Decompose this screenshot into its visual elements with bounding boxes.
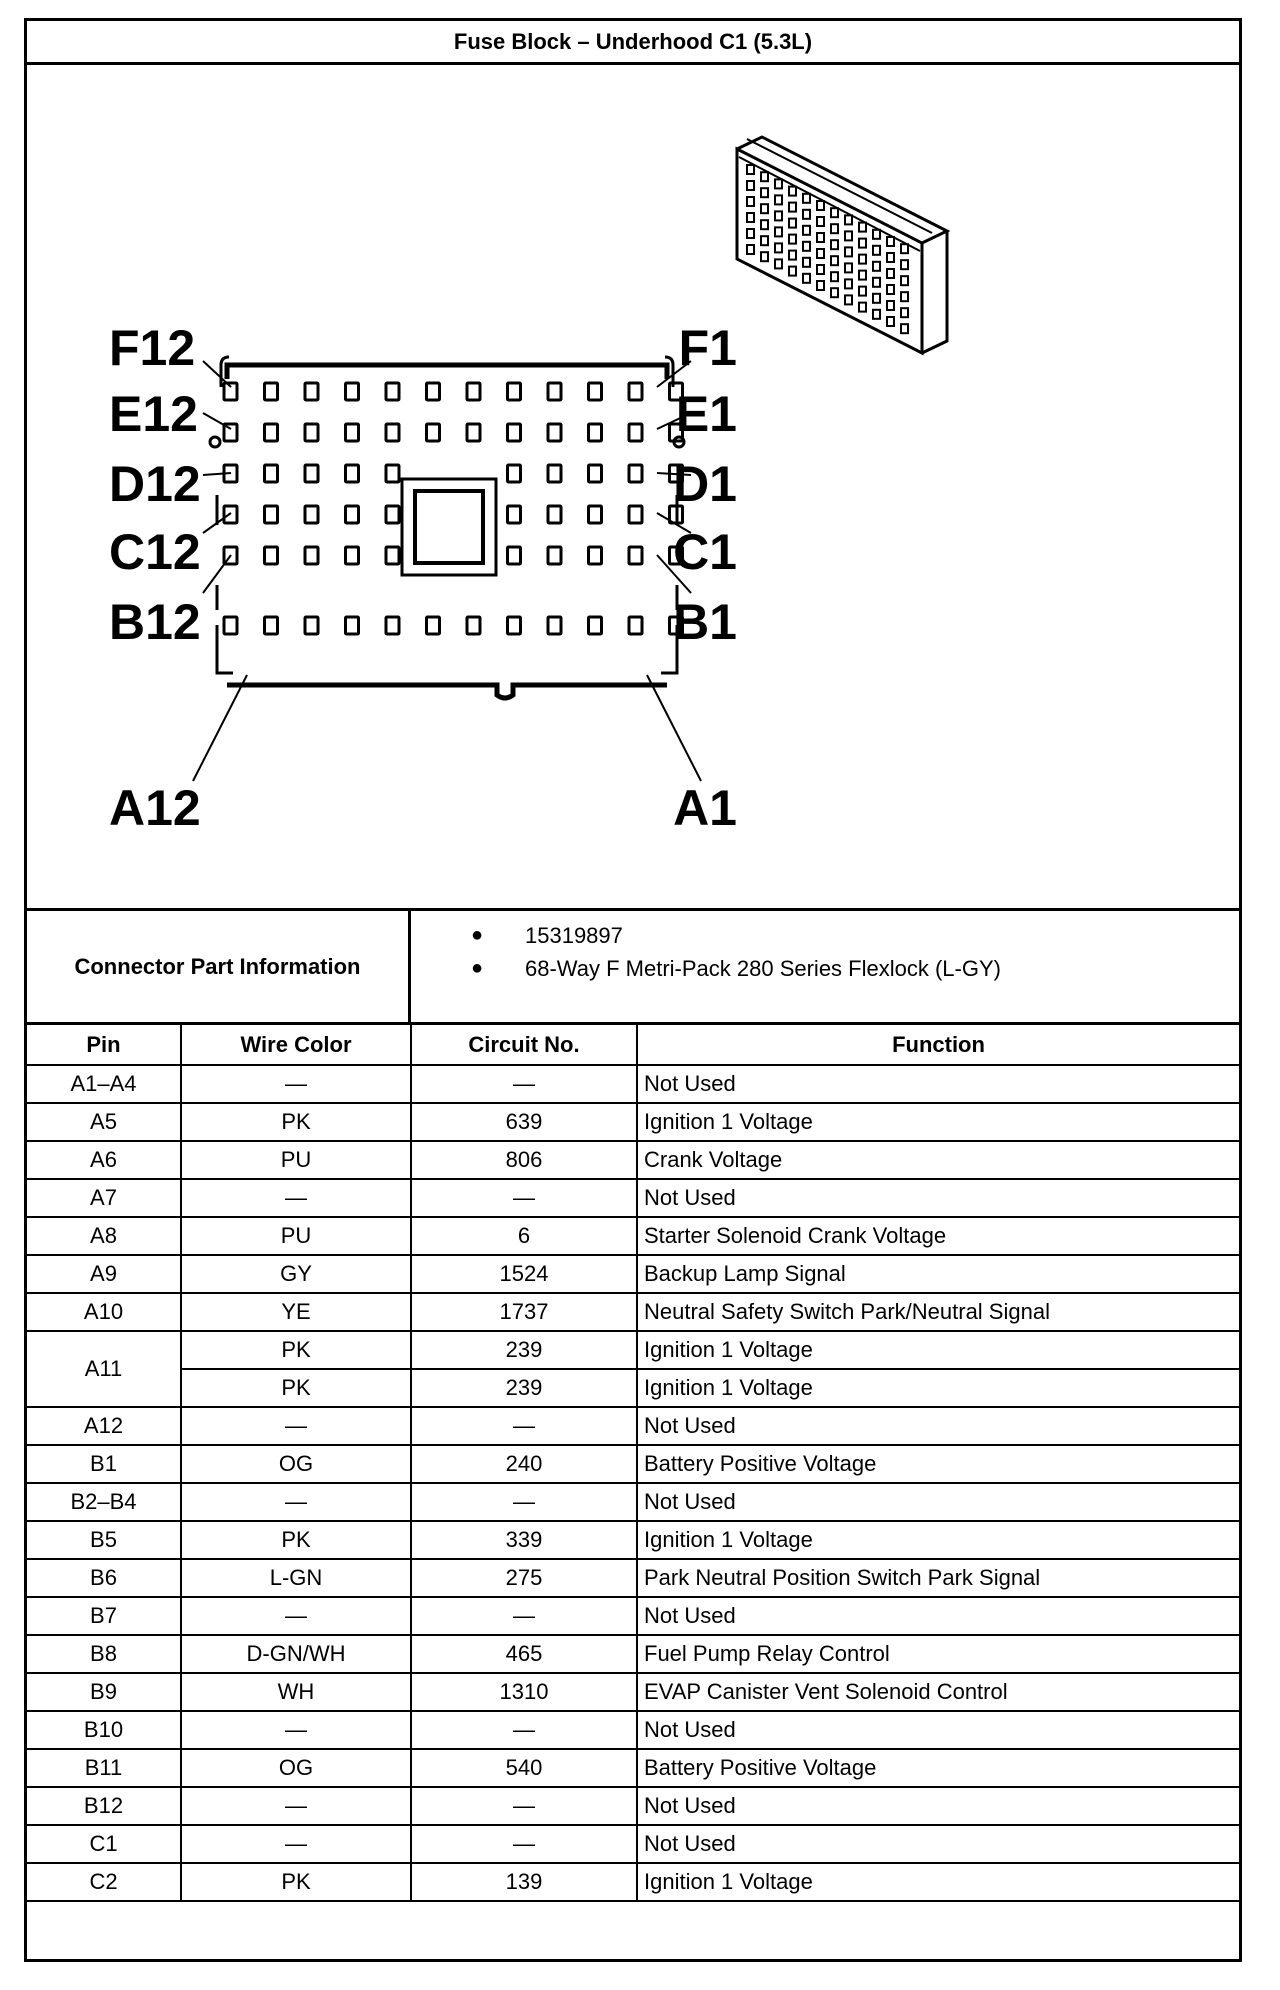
iso-pin-cavity: [845, 295, 852, 304]
pin-cavity: [386, 465, 399, 482]
iso-pin-cavity: [789, 267, 796, 276]
pin-cavity: [629, 383, 642, 400]
iso-pin-cavity: [873, 230, 880, 239]
iso-pin-cavity: [845, 231, 852, 240]
pin-cavity: [589, 506, 602, 523]
iso-pin-cavity: [901, 324, 908, 333]
pin-cell: A12: [27, 1407, 181, 1445]
wire-color-cell: D-GN/WH: [181, 1635, 411, 1673]
table-row: [27, 1217, 1239, 1255]
iso-pin-cavity: [747, 245, 754, 254]
pin-cavity: [305, 506, 318, 523]
connector-top-rail: [227, 365, 667, 379]
iso-pin-cavity: [859, 223, 866, 232]
iso-pin-cavity: [817, 233, 824, 242]
table-row: [27, 1141, 1239, 1179]
header-circuit-no: Circuit No.: [411, 1025, 637, 1065]
iso-pin-cavity: [859, 303, 866, 312]
circuit-cell: —: [411, 1407, 637, 1445]
iso-pin-cavity: [873, 278, 880, 287]
pin-cavity: [467, 424, 480, 441]
pin-cavity: [305, 617, 318, 634]
iso-pin-cavity: [831, 288, 838, 297]
pin-cavity: [589, 617, 602, 634]
iso-pin-cavity: [817, 265, 824, 274]
pin-cavity: [548, 383, 561, 400]
circuit-cell: 239: [411, 1331, 637, 1369]
circuit-cell: 806: [411, 1141, 637, 1179]
iso-pin-cavity: [817, 281, 824, 290]
function-cell: Ignition 1 Voltage: [637, 1863, 1239, 1901]
iso-pin-cavity: [859, 255, 866, 264]
wire-color-cell: PK: [181, 1521, 411, 1559]
iso-pin-cavity: [803, 274, 810, 283]
leader-line: [193, 675, 247, 781]
iso-pin-cavity: [859, 287, 866, 296]
iso-pin-cavity: [873, 262, 880, 271]
pin-cavity: [629, 617, 642, 634]
table-row: [27, 1293, 1239, 1331]
pin-cell: B9: [27, 1673, 181, 1711]
pin-cavity: [548, 465, 561, 482]
pin-cavity: [386, 383, 399, 400]
wire-color-cell: PK: [181, 1369, 411, 1407]
table-row: [27, 1407, 1239, 1445]
circuit-cell: —: [411, 1825, 637, 1863]
iso-pin-cavity: [831, 240, 838, 249]
wire-color-cell: —: [181, 1787, 411, 1825]
table-row: [27, 1331, 1239, 1369]
pin-cavity: [548, 424, 561, 441]
table-row: [27, 1635, 1239, 1673]
iso-pin-cavity: [747, 181, 754, 190]
iso-pin-cavity: [789, 251, 796, 260]
circuit-cell: —: [411, 1483, 637, 1521]
pin-cavity: [386, 424, 399, 441]
iso-pin-cavity: [789, 203, 796, 212]
table-row: [27, 1103, 1239, 1141]
iso-pin-cavity: [873, 246, 880, 255]
pin-label: D1: [673, 456, 737, 512]
pin-cavity: [346, 617, 359, 634]
circuit-cell: 6: [411, 1217, 637, 1255]
pin-cavity: [548, 617, 561, 634]
leader-line: [647, 675, 701, 781]
iso-pin-cavity: [831, 208, 838, 217]
function-cell: Neutral Safety Switch Park/Neutral Signal: [637, 1293, 1239, 1331]
function-cell: EVAP Canister Vent Solenoid Control: [637, 1673, 1239, 1711]
table-row: [27, 1369, 1239, 1407]
circuit-cell: 1737: [411, 1293, 637, 1331]
pin-cavity: [508, 506, 521, 523]
table-row: [27, 1521, 1239, 1559]
table-row: [27, 1483, 1239, 1521]
pin-cavity: [386, 506, 399, 523]
pin-cell: B7: [27, 1597, 181, 1635]
wire-color-cell: —: [181, 1065, 411, 1103]
wire-color-cell: OG: [181, 1749, 411, 1787]
iso-pin-cavity: [747, 197, 754, 206]
leader-line: [203, 473, 231, 475]
connector-sheet: [24, 18, 1242, 1962]
circuit-cell: 1524: [411, 1255, 637, 1293]
table-row: [27, 1673, 1239, 1711]
iso-pin-cavity: [887, 237, 894, 246]
pin-cavity: [265, 424, 278, 441]
circuit-cell: 540: [411, 1749, 637, 1787]
circuit-cell: 239: [411, 1369, 637, 1407]
iso-pin-cavity: [761, 204, 768, 213]
pin-label: A12: [109, 780, 201, 836]
pin-cell: C2: [27, 1863, 181, 1901]
connector-part-info: [27, 911, 1239, 1025]
pin-cavity: [265, 506, 278, 523]
iso-pin-cavity: [761, 172, 768, 181]
function-cell: Not Used: [637, 1597, 1239, 1635]
pin-cavity: [589, 547, 602, 564]
function-cell: Not Used: [637, 1825, 1239, 1863]
pin-cavity: [427, 617, 440, 634]
function-cell: Not Used: [637, 1407, 1239, 1445]
iso-pin-cavity: [803, 210, 810, 219]
iso-pin-cavity: [887, 285, 894, 294]
pin-label: C1: [673, 524, 737, 580]
pin-cavity: [427, 383, 440, 400]
function-cell: Fuel Pump Relay Control: [637, 1635, 1239, 1673]
wire-color-cell: —: [181, 1711, 411, 1749]
pin-cavity: [305, 465, 318, 482]
iso-pin-cavity: [901, 308, 908, 317]
function-cell: Starter Solenoid Crank Voltage: [637, 1217, 1239, 1255]
iso-pin-cavity: [831, 256, 838, 265]
iso-pin-cavity: [775, 259, 782, 268]
pin-cell: A8: [27, 1217, 181, 1255]
connector-info-label: Connector Part Information: [27, 911, 411, 1022]
function-cell: Ignition 1 Voltage: [637, 1521, 1239, 1559]
pin-cavity: [508, 424, 521, 441]
function-cell: Ignition 1 Voltage: [637, 1369, 1239, 1407]
iso-pin-cavity: [859, 239, 866, 248]
pin-cavity: [305, 383, 318, 400]
iso-pin-cavity: [789, 219, 796, 228]
function-cell: Park Neutral Position Switch Park Signal: [637, 1559, 1239, 1597]
connector-info-item: ● 15319897: [427, 919, 1001, 952]
circuit-cell: 465: [411, 1635, 637, 1673]
iso-pin-cavity: [817, 201, 824, 210]
table-row: [27, 1255, 1239, 1293]
wire-color-cell: —: [181, 1483, 411, 1521]
function-cell: Ignition 1 Voltage: [637, 1331, 1239, 1369]
table-row: [27, 1445, 1239, 1483]
iso-pin-cavity: [789, 187, 796, 196]
leader-line: [203, 413, 231, 429]
function-cell: Not Used: [637, 1787, 1239, 1825]
iso-pin-cavity: [831, 272, 838, 281]
pin-label: D12: [109, 456, 201, 512]
pin-cell: B8: [27, 1635, 181, 1673]
wire-color-cell: GY: [181, 1255, 411, 1293]
pin-cell: B11: [27, 1749, 181, 1787]
table-row: [27, 1863, 1239, 1901]
circuit-cell: —: [411, 1065, 637, 1103]
wire-color-cell: OG: [181, 1445, 411, 1483]
pin-label: B1: [673, 594, 737, 650]
iso-pin-cavity: [887, 253, 894, 262]
iso-pin-cavity: [803, 226, 810, 235]
wire-color-cell: WH: [181, 1673, 411, 1711]
circuit-cell: —: [411, 1179, 637, 1217]
pin-label: A1: [673, 780, 737, 836]
pin-cell: A9: [27, 1255, 181, 1293]
iso-pin-cavity: [845, 215, 852, 224]
pin-cell: B6: [27, 1559, 181, 1597]
table-row: [27, 1787, 1239, 1825]
pin-cell: C1: [27, 1825, 181, 1863]
iso-pin-cavity: [761, 236, 768, 245]
pin-cavity: [346, 424, 359, 441]
pin-cell: B10: [27, 1711, 181, 1749]
table-row: [27, 1179, 1239, 1217]
iso-pin-cavity: [761, 220, 768, 229]
table-row: [27, 1825, 1239, 1863]
iso-pin-cavity: [873, 310, 880, 319]
pin-cavity: [265, 617, 278, 634]
circuit-cell: 639: [411, 1103, 637, 1141]
iso-pin-cavity: [901, 244, 908, 253]
pin-cavity: [589, 465, 602, 482]
pin-cavity: [346, 506, 359, 523]
pin-cavity: [305, 547, 318, 564]
iso-pin-cavity: [761, 252, 768, 261]
function-cell: Battery Positive Voltage: [637, 1749, 1239, 1787]
table-row: [27, 1597, 1239, 1635]
pin-label: E1: [675, 386, 737, 442]
pin-cell: A1–A4: [27, 1065, 181, 1103]
pin-label: B12: [109, 594, 201, 650]
pin-cavity: [467, 617, 480, 634]
wire-color-cell: —: [181, 1597, 411, 1635]
iso-pin-cavity: [887, 301, 894, 310]
pin-cavity: [508, 617, 521, 634]
pin-cell: B12: [27, 1787, 181, 1825]
pin-cell: B5: [27, 1521, 181, 1559]
pin-cavity: [305, 424, 318, 441]
function-cell: Not Used: [637, 1483, 1239, 1521]
pin-label: C12: [109, 524, 201, 580]
function-cell: Battery Positive Voltage: [637, 1445, 1239, 1483]
circuit-cell: —: [411, 1597, 637, 1635]
pin-cavity: [427, 424, 440, 441]
iso-pin-cavity: [901, 260, 908, 269]
pin-cavity: [265, 383, 278, 400]
pin-cavity: [224, 617, 237, 634]
table-row: [27, 1065, 1239, 1103]
pin-cavity: [629, 424, 642, 441]
pin-cavity: [346, 383, 359, 400]
pin-label: F12: [109, 320, 196, 376]
iso-pin-cavity: [747, 229, 754, 238]
iso-pin-cavity: [775, 227, 782, 236]
pin-cavity: [629, 547, 642, 564]
table-row: [27, 1559, 1239, 1597]
function-cell: Crank Voltage: [637, 1141, 1239, 1179]
iso-pin-cavity: [803, 242, 810, 251]
pin-cavity: [346, 547, 359, 564]
pin-cavity: [589, 424, 602, 441]
pin-cavity: [467, 383, 480, 400]
bullet-icon: ●: [471, 957, 484, 979]
wire-color-cell: PK: [181, 1331, 411, 1369]
circuit-cell: 1310: [411, 1673, 637, 1711]
iso-pin-cavity: [803, 258, 810, 267]
iso-pin-cavity: [887, 317, 894, 326]
circuit-cell: 240: [411, 1445, 637, 1483]
iso-pin-cavity: [817, 249, 824, 258]
function-cell: Backup Lamp Signal: [637, 1255, 1239, 1293]
header-wire-color: Wire Color: [181, 1025, 411, 1065]
circuit-cell: —: [411, 1711, 637, 1749]
pin-cell: A11: [27, 1331, 181, 1407]
function-cell: Not Used: [637, 1065, 1239, 1103]
connector-info-list: [427, 919, 1001, 985]
header-pin: Pin: [27, 1025, 181, 1065]
circuit-cell: 339: [411, 1521, 637, 1559]
iso-pin-cavity: [789, 235, 796, 244]
function-cell: Not Used: [637, 1711, 1239, 1749]
iso-pin-cavity: [747, 165, 754, 174]
pin-cell: A6: [27, 1141, 181, 1179]
pin-cavity: [386, 617, 399, 634]
iso-pin-cavity: [817, 217, 824, 226]
circuit-cell: 139: [411, 1863, 637, 1901]
pin-cavity: [508, 383, 521, 400]
pin-cavity: [508, 547, 521, 564]
table-header-row: [27, 1025, 1239, 1065]
page-title: Fuse Block – Underhood C1 (5.3L): [27, 21, 1239, 65]
wire-color-cell: L-GN: [181, 1559, 411, 1597]
wire-color-cell: PK: [181, 1863, 411, 1901]
pin-cell: A7: [27, 1179, 181, 1217]
iso-pin-cavity: [831, 224, 838, 233]
bullet-icon: ●: [471, 924, 484, 946]
iso-pin-cavity: [761, 188, 768, 197]
iso-pin-cavity: [873, 294, 880, 303]
wire-color-cell: PU: [181, 1217, 411, 1255]
pin-cavity: [265, 465, 278, 482]
pin-cell: B2–B4: [27, 1483, 181, 1521]
iso-pin-cavity: [845, 263, 852, 272]
pin-label: E12: [109, 386, 198, 442]
pin-cavity: [508, 465, 521, 482]
iso-pin-cavity: [775, 211, 782, 220]
iso-pin-cavity: [901, 276, 908, 285]
iso-pin-cavity: [775, 179, 782, 188]
pin-cell: B1: [27, 1445, 181, 1483]
circuit-cell: 275: [411, 1559, 637, 1597]
wire-color-cell: —: [181, 1825, 411, 1863]
connector-face-drawing: [27, 65, 1239, 907]
iso-pin-cavity: [901, 292, 908, 301]
wire-color-cell: —: [181, 1179, 411, 1217]
pin-cavity: [386, 547, 399, 564]
pin-cell: A10: [27, 1293, 181, 1331]
iso-pin-cavity: [887, 269, 894, 278]
pin-cavity: [548, 547, 561, 564]
wire-color-cell: PU: [181, 1141, 411, 1179]
header-function: Function: [637, 1025, 1239, 1065]
pin-label: F1: [678, 320, 737, 376]
iso-pin-cavity: [845, 279, 852, 288]
pin-cavity: [589, 383, 602, 400]
table-row: [27, 1749, 1239, 1787]
pin-cavity: [346, 465, 359, 482]
function-cell: Not Used: [637, 1179, 1239, 1217]
iso-pin-cavity: [775, 243, 782, 252]
iso-pin-cavity: [803, 194, 810, 203]
pin-cavity: [629, 506, 642, 523]
function-cell: Ignition 1 Voltage: [637, 1103, 1239, 1141]
pin-cavity: [548, 506, 561, 523]
pin-cavity: [265, 547, 278, 564]
table-row: [27, 1711, 1239, 1749]
pin-cavity: [629, 465, 642, 482]
circuit-cell: —: [411, 1787, 637, 1825]
iso-pin-cavity: [747, 213, 754, 222]
connector-info-item: ● 68-Way F Metri-Pack 280 Series Flexlock (L-GY): [427, 952, 1001, 985]
iso-pin-cavity: [859, 271, 866, 280]
iso-pin-cavity: [845, 247, 852, 256]
wire-color-cell: PK: [181, 1103, 411, 1141]
connector-bottom-rail: [227, 685, 667, 698]
wire-color-cell: YE: [181, 1293, 411, 1331]
pin-cell: A5: [27, 1103, 181, 1141]
pin-table: [27, 1025, 1239, 1902]
connector-diagram: [27, 65, 1239, 911]
pin-grid: [224, 383, 683, 634]
wire-color-cell: —: [181, 1407, 411, 1445]
iso-pin-cavity: [775, 195, 782, 204]
